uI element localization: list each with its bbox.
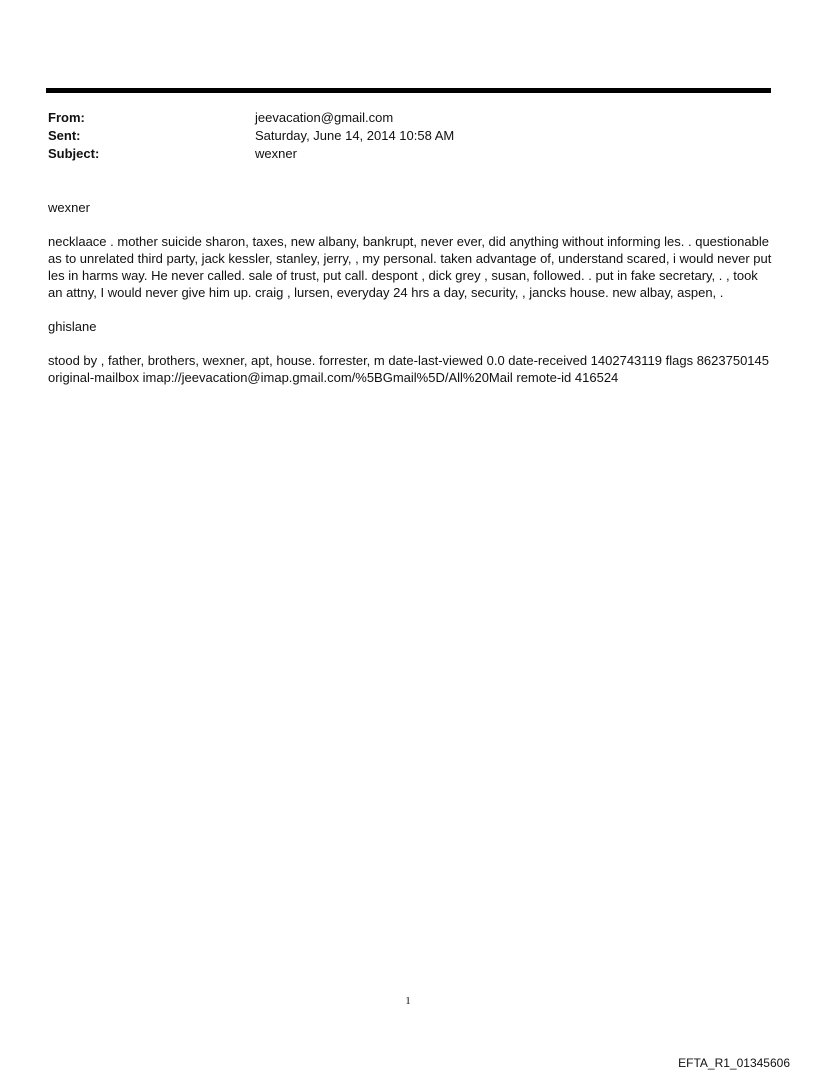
body-paragraph-1: wexner [48, 200, 90, 215]
sent-value: Saturday, June 14, 2014 10:58 AM [255, 127, 455, 143]
sent-row [48, 126, 454, 144]
from-label: From: [48, 109, 85, 125]
body-paragraph-3: ghislane [48, 319, 97, 334]
sent-label: Sent: [48, 127, 81, 143]
header-rule [46, 88, 771, 93]
from-value: jeevacation@gmail.com [255, 109, 394, 125]
subject-row [48, 144, 454, 162]
email-header [48, 108, 454, 162]
bates-id: EFTA_R1_01345606 [678, 1056, 790, 1070]
body-paragraph-2: necklaace . mother suicide sharon, taxes, new albany, bankrupt, never ever, did anything without informing les. . questionable as to unrelated third party, jack kessler, stanley, jerry, , my personal. taken advantage of, understand scared, i would never put les in harms way. He never called. sale of trust, put call. despont , dick grey , susan, followed. . put in fake secretary, . , took an attny, I would never give him up. craig , lursen, everyday 24 hrs a day, security, , jancks house. new albay, aspen, . [48, 234, 772, 300]
from-row [48, 108, 454, 126]
subject-value: wexner [255, 145, 297, 161]
body-paragraph-4: stood by , father, brothers, wexner, apt, house. forrester, m date-last-viewed 0.0 date-received 1402743119 flags 8623750145 original-mailbox imap://jeevacation@imap.gmail.com/%5BGmail%5D/All%20Mail remote-id 416524 [48, 353, 769, 385]
email-body [48, 199, 773, 403]
page-number: 1 [405, 995, 411, 1007]
subject-label: Subject: [48, 145, 100, 161]
